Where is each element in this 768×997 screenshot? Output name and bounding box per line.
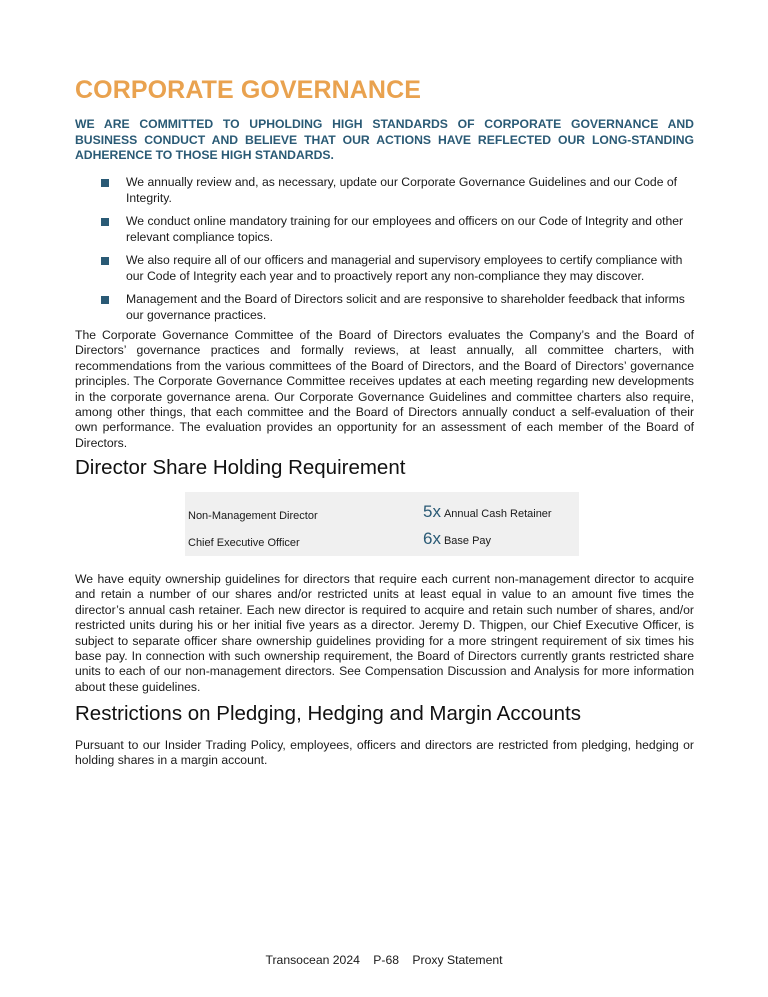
- restrictions-heading: Restrictions on Pledging, Hedging and Margin Accounts: [75, 702, 581, 725]
- table-row: [188, 503, 578, 525]
- page-title: CORPORATE GOVERNANCE: [75, 76, 422, 104]
- governance-bullet-list: [100, 175, 700, 331]
- governance-paragraph: The Corporate Governance Committee of the Board of Directors evaluates the Company’s and the Board of Directors’ governance practices and formally reviews, at least annually, all committee charters, with recommendations from the various committees of the Board of Directors, and the Board of Directors’ governance principles. The Corporate Governance Committee receives updates at each meeting regarding new developments in the corporate governance arena. Our Corporate Governance Guidelines and committee charters also require, among other things, that each committee and the Board of Directors annually conduct a self-evaluation of their own performance. The evaluation provides an opportunity for an assessment of each member of the Board of Directors.: [75, 328, 694, 450]
- list-item: Management and the Board of Directors solicit and are responsive to shareholder feedback that informs our governance practices.: [100, 292, 700, 323]
- multiple-value: 6x: [423, 529, 441, 548]
- intro-statement: WE ARE COMMITTED TO UPHOLDING HIGH STANDARDS OF CORPORATE GOVERNANCE AND BUSINESS CONDUCT AND BELIEVE THAT OUR ACTIONS HAVE REFLECTED OUR LONG-STANDING ADHERENCE TO THOSE HIGH STANDARDS.: [75, 117, 694, 162]
- square-bullet-icon: [101, 179, 109, 187]
- share-holding-table: [185, 492, 579, 556]
- footer-document-name: Proxy Statement: [412, 953, 503, 967]
- basis-label: Base Pay: [443, 535, 492, 547]
- footer-company: Transocean 2024: [265, 953, 360, 967]
- multiple-value: 5x: [423, 502, 441, 521]
- requirement-value: [423, 529, 491, 549]
- square-bullet-icon: [101, 296, 109, 304]
- share-holding-heading: Director Share Holding Requirement: [75, 456, 406, 479]
- square-bullet-icon: [101, 218, 109, 226]
- table-row: [188, 530, 578, 552]
- share-holding-paragraph: We have equity ownership guidelines for directors that require each current non-management director to acquire and retain a number of our shares and/or restricted units at least equal in value to an amount five times the director’s annual cash retainer. Each new director is required to acquire and retain such number of shares, and/or restricted units during his or her initial five years as a director. Jeremy D. Thigpen, our Chief Executive Officer, is subject to separate officer share ownership guidelines providing for a more stringent requirement of six times his base pay. In connection with such ownership requirement, the Board of Directors currently grants restricted share units to each of our non-management directors. See Compensation Discussion and Analysis for more information about these guidelines.: [75, 572, 694, 694]
- list-item: We also require all of our officers and managerial and supervisory employees to certify compliance with our Code of Integrity each year and to proactively report any non-compliance they may discover.: [100, 253, 700, 284]
- basis-label: Annual Cash Retainer: [443, 508, 552, 520]
- footer-page-number: P-68: [373, 953, 400, 967]
- page-footer: [0, 953, 768, 967]
- list-item: We conduct online mandatory training for our employees and officers on our Code of Integrity and other relevant compliance topics.: [100, 214, 700, 245]
- square-bullet-icon: [101, 257, 109, 265]
- role-label: Chief Executive Officer: [188, 537, 300, 549]
- role-label: Non-Management Director: [188, 510, 318, 522]
- list-item: We annually review and, as necessary, update our Corporate Governance Guidelines and our Code of Integrity.: [100, 175, 700, 206]
- requirement-value: [423, 502, 552, 522]
- restrictions-paragraph: Pursuant to our Insider Trading Policy, employees, officers and directors are restricted from pledging, hedging or holding shares in a margin account.: [75, 738, 694, 768]
